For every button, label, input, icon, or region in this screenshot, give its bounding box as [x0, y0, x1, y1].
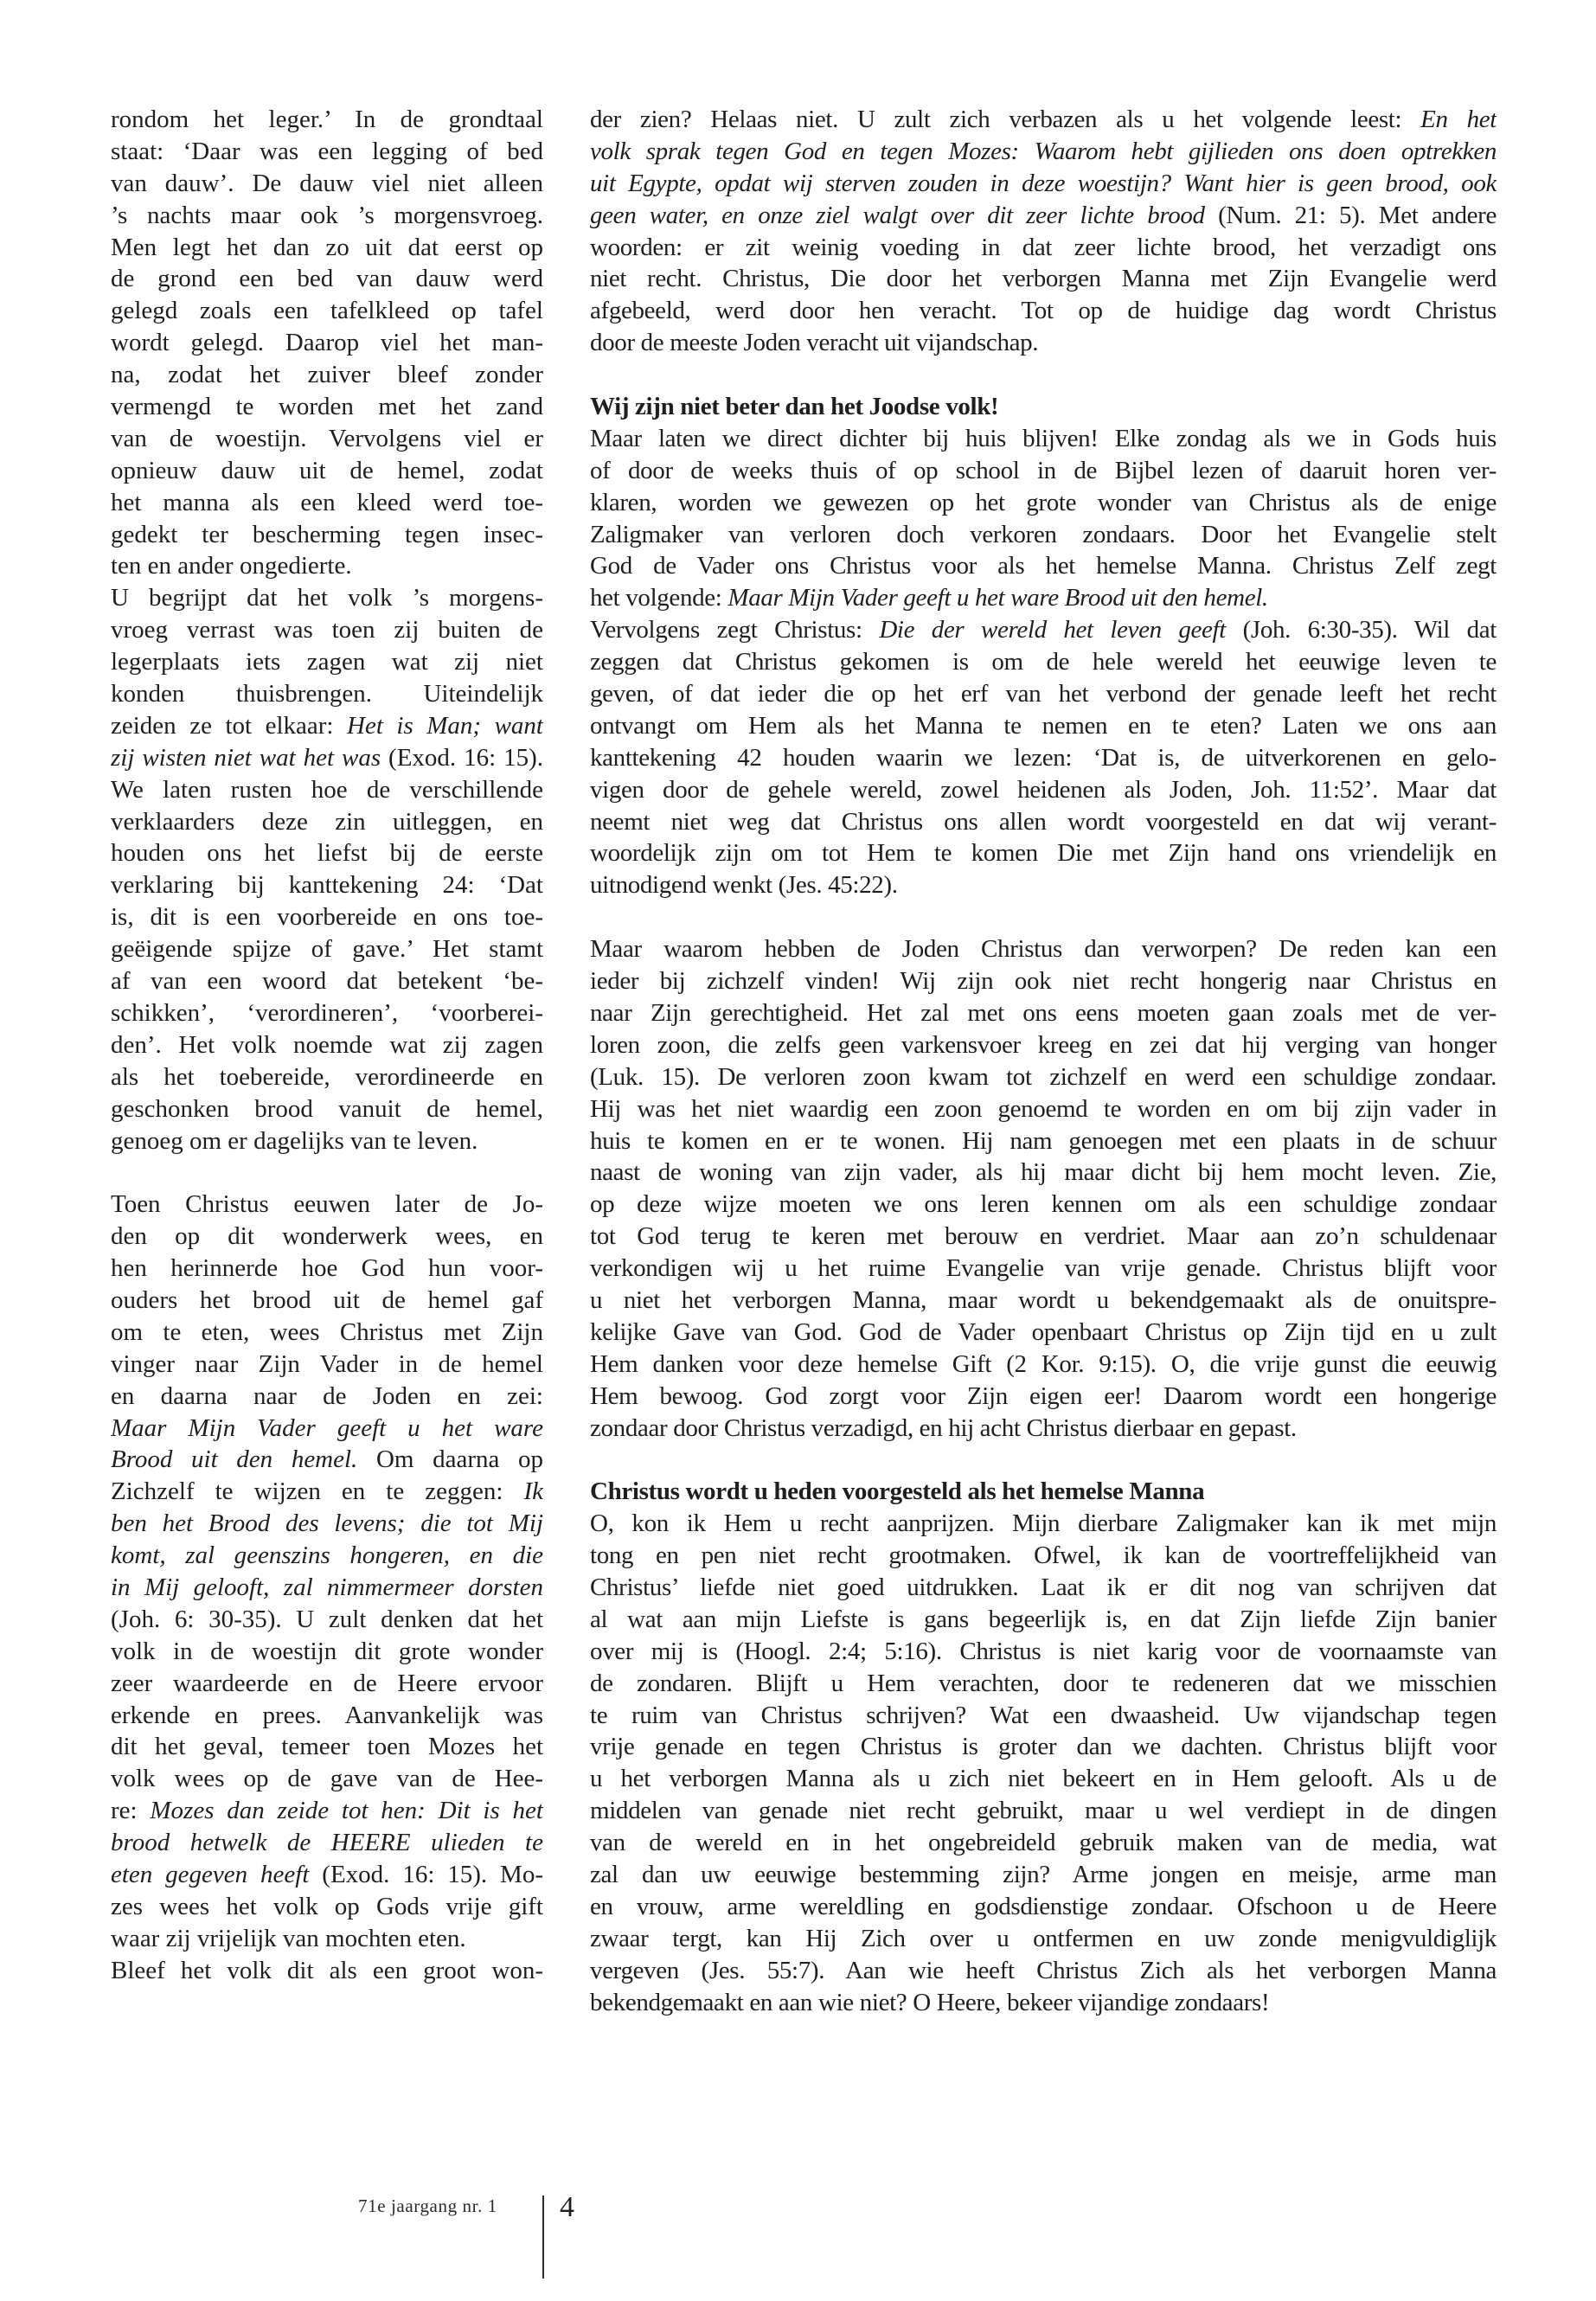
body-text: (Exod. 16: 15). — [381, 743, 543, 772]
body-text: bekendgemaakt en aan wie niet? O Heere, bekeer vijandige zondaars! — [590, 1988, 1270, 2016]
body-text: de zondaren. Blijft u Hem verachten, door te redeneren dat we misschien — [590, 1669, 1497, 1697]
text-line — [590, 1731, 1497, 1763]
body-text: houden ons het liefst bij de eerste — [111, 839, 543, 868]
text-line — [111, 1795, 543, 1827]
body-text: verklaring bij kanttekening 24: ‘Dat — [111, 871, 543, 900]
text-line — [590, 582, 1497, 614]
text-line — [111, 1763, 543, 1795]
body-text: ontvangt om Hem als het Manna te nemen en te eten? Laten we ons aan — [590, 711, 1497, 740]
scripture-quote: En het — [1420, 106, 1497, 133]
body-text: Maar laten we direct dichter bij huis blijven! Elke zondag als we in Gods huis — [590, 424, 1497, 452]
body-text: na, zodat het zuiver bleef zonder — [111, 361, 543, 389]
text-line — [590, 295, 1497, 327]
text-line — [111, 1668, 543, 1700]
body-text: huis te komen en er te wonen. Hij nam genoegen met een plaats in de schuur — [590, 1126, 1497, 1155]
body-text: en vrouw, arme wereldling en godsdienstige zondaar. Ofschoon u de Heere — [590, 1892, 1497, 1920]
body-text: rondom het leger.’ In de grondtaal — [111, 106, 543, 133]
body-text: uitnodigend wenkt (Jes. 45:22). — [590, 871, 898, 900]
scripture-quote: geen water, en onze ziel walgt over dit zeer lichte brood — [590, 201, 1205, 229]
text-line — [590, 1827, 1497, 1859]
scripture-quote: eten gegeven heeft — [111, 1860, 310, 1888]
body-text: klaren, worden we gewezen op het grote wonder van Christus als de enige — [590, 488, 1497, 516]
text-line — [111, 1189, 543, 1221]
text-line — [111, 901, 543, 933]
text-line — [111, 806, 543, 838]
text-line — [111, 1317, 543, 1349]
body-text: den op dit wonderwerk wees, en — [111, 1222, 543, 1251]
text-line — [590, 487, 1497, 519]
body-text: naast de woning van zijn vader, als hij maar dicht bij hem mocht leven. Zie, — [590, 1158, 1497, 1187]
body-text: het manna als een kleed werd toe- — [111, 488, 543, 516]
text-line — [111, 710, 543, 742]
body-text: (Exod. 16: 15). Mo- — [309, 1860, 543, 1888]
body-text: (Num. 21: 5). Met andere — [1204, 201, 1497, 229]
text-line — [111, 1891, 543, 1923]
body-text: zal dan uw eeuwige bestemming zijn? Arme jongen en meisje, arme man — [590, 1860, 1497, 1888]
text-line — [111, 455, 543, 487]
body-text: God de Vader ons Christus voor als het hemelse Manna. Christus Zelf zegt — [590, 552, 1497, 580]
body-text: dit het geval, temeer toen Mozes het — [111, 1733, 543, 1761]
body-text: volk wees op de gave van de Hee- — [111, 1765, 543, 1793]
body-text: zondaar door Christus verzadigd, en hij acht Christus dierbaar en gepast. — [590, 1413, 1297, 1442]
text-line — [111, 359, 543, 391]
text-line — [590, 136, 1497, 168]
text-line — [590, 1061, 1497, 1093]
body-text: O, kon ik Hem u recht aanprijzen. Mijn dierbare Zaligmaker kan ik met mijn — [590, 1509, 1497, 1538]
text-line — [111, 1125, 543, 1157]
body-text: naar Zijn gerechtigheid. Het zal met ons eens moeten gaan zoals met de ver- — [590, 998, 1497, 1027]
body-text: als het toebereide, verordineerde en — [111, 1062, 543, 1091]
body-text: Hij was het niet waardig een zoon genoemd te worden en om bij zijn vader in — [590, 1094, 1497, 1123]
scripture-quote: komt, zal geenszins hongeren, en die — [111, 1541, 543, 1570]
text-line — [111, 1029, 543, 1061]
body-text: ieder bij zichzelf vinden! Wij zijn ook niet recht hongerig naar Christus en — [590, 967, 1497, 996]
text-line — [111, 965, 543, 997]
text-line — [590, 1253, 1497, 1285]
body-text: ouders het brood uit de hemel gaf — [111, 1285, 543, 1314]
body-text: (Joh. 6:30-35). Wil dat — [1225, 616, 1497, 644]
body-text: vinger naar Zijn Vader in de hemel — [111, 1349, 543, 1378]
text-line — [590, 1923, 1497, 1955]
body-text: genoeg om er dagelijks van te leven. — [111, 1126, 478, 1155]
text-line — [111, 614, 543, 646]
body-text: vrije genade en tegen Christus is groter dan we dachten. Christus blijft voor — [590, 1733, 1497, 1761]
section-heading: Wij zijn niet beter dan het Joodse volk! — [590, 393, 999, 421]
body-text: verkondigen wij u het ruime Evangelie van vrije genade. Christus blijft voor — [590, 1254, 1497, 1283]
body-text: op deze wijze moeten we ons leren kennen om als een schuldige zondaar — [590, 1190, 1497, 1219]
body-text: geven, of dat ieder die op het erf van het verbond der genade leeft het recht — [590, 680, 1497, 708]
body-text: u niet het verborgen Manna, maar wordt u bekendgemaakt als de onuitspre- — [590, 1285, 1497, 1314]
text-line — [590, 837, 1497, 869]
body-text: zeiden ze tot elkaar: — [111, 711, 347, 740]
body-text: kanttekening 42 houden waarin we lezen: ‘Dat is, de uitverkorenen en gelo- — [590, 743, 1497, 772]
body-text: afgebeeld, werd door hen veracht. Tot op de huidige dag wordt Christus — [590, 297, 1497, 325]
body-text: de grond een bed van dauw werd — [111, 265, 543, 293]
scripture-quote: Mozes dan zeide tot hen: Dit is het — [150, 1797, 543, 1825]
text-line — [111, 327, 543, 359]
text-line — [111, 1540, 543, 1572]
text-line — [590, 1636, 1497, 1668]
text-line — [590, 1668, 1497, 1700]
body-text: waar zij vrijelijk van mochten eten. — [111, 1924, 466, 1952]
text-line — [590, 1508, 1497, 1540]
body-text: Maar waarom hebben de Joden Christus dan verworpen? De reden kan een — [590, 935, 1497, 964]
body-text: woorden: er zit weinig voeding in dat zeer lichte brood, het verzadigt ons — [590, 233, 1497, 261]
body-text: verklaarders deze zin uitleggen, en — [111, 807, 543, 836]
text-line — [111, 136, 543, 168]
text-line — [590, 550, 1497, 582]
text-line — [111, 1700, 543, 1732]
body-text: Vervolgens zegt Christus: — [590, 616, 880, 644]
text-line — [111, 168, 543, 200]
text-line — [111, 1572, 543, 1604]
text-line — [111, 487, 543, 519]
text-line — [590, 1700, 1497, 1732]
text-line — [111, 1253, 543, 1285]
text-line — [111, 295, 543, 327]
body-text: geëigende spijze of gave.’ Het stamt — [111, 935, 543, 964]
text-line — [111, 519, 543, 551]
text-line — [590, 710, 1497, 742]
body-text: tot God terug te keren met berouw en verdriet. Maar aan zo’n schuldenaar — [590, 1222, 1497, 1251]
body-text: over mij is (Hoogl. 2:4; 5:16). Christus is niet karig voor de voornaamste van — [590, 1637, 1497, 1665]
body-text: is, dit is een voorbereide en ons toe- — [111, 903, 543, 932]
text-line — [111, 1285, 543, 1317]
body-text: loren zoon, die zelfs geen varkensvoer kreeg en zei dat hij verging van honger — [590, 1030, 1497, 1059]
scripture-quote: brood hetwelk de HEERE ulieden te — [111, 1829, 543, 1857]
text-line — [590, 1189, 1497, 1221]
text-line — [590, 1093, 1497, 1125]
body-text: van dauw’. De dauw viel niet alleen — [111, 169, 543, 197]
text-line — [590, 1540, 1497, 1572]
body-text: gelegd zoals een tafelkleed op tafel — [111, 297, 543, 325]
text-line — [590, 1413, 1497, 1445]
scripture-quote: Maar Mijn Vader geeft u het ware — [111, 1413, 543, 1442]
text-line — [111, 742, 543, 774]
body-text: Hem danken voor deze hemelse Gift (2 Kor. 9:15). O, die vrije gunst die eeuwig — [590, 1349, 1497, 1378]
text-line — [590, 678, 1497, 710]
scripture-quote: Ik — [523, 1477, 543, 1506]
journal-issue-label: 71e jaargang nr. 1 — [358, 2195, 497, 2216]
text-line — [590, 1125, 1497, 1157]
text-line — [111, 1349, 543, 1381]
body-text: zwaar tergt, kan Hij Zich over u ontfermen en uw zonde menigvuldiglijk — [590, 1924, 1497, 1952]
body-text: Zichzelf te wijzen en te zeggen: — [111, 1477, 524, 1506]
text-line — [590, 614, 1497, 646]
text-line — [590, 774, 1497, 806]
body-text: gedekt ter bescherming tegen insec- — [111, 520, 543, 548]
text-line — [590, 1604, 1497, 1636]
right-column — [590, 104, 1497, 2018]
text-line — [111, 1731, 543, 1763]
body-text: vroeg verrast was toen zij buiten de — [111, 616, 543, 644]
body-text: hen herinnerde hoe God hun voor- — [111, 1254, 543, 1283]
body-text: geschonken brood vanuit de hemel, — [111, 1094, 543, 1123]
text-line — [111, 997, 543, 1029]
text-line — [111, 1476, 543, 1508]
scripture-quote: volk sprak tegen God en tegen Mozes: Waarom hebt gijlieden ons doen optrekken — [590, 137, 1497, 165]
body-text: der zien? Helaas niet. U zult zich verbazen als u het volgende leest: — [590, 106, 1421, 133]
text-line — [590, 200, 1497, 232]
body-text: schikken’, ‘verordineren’, ‘voorberei- — [111, 998, 543, 1027]
text-line — [111, 1604, 543, 1636]
scripture-quote: zij wisten niet wat het was — [111, 743, 381, 772]
text-line — [111, 646, 543, 678]
text-line — [111, 869, 543, 901]
text-line — [590, 519, 1497, 551]
paragraph-gap — [590, 901, 1497, 933]
body-text: re: — [111, 1797, 151, 1825]
text-line — [111, 1061, 543, 1093]
body-text: tong en pen niet recht grootmaken. Ofwel, ik kan de voortreffelijkheid van — [590, 1541, 1497, 1570]
text-line — [111, 1859, 543, 1891]
body-text: Zaligmaker van verloren doch verkoren zondaars. Door het Evangelie stelt — [590, 520, 1497, 548]
body-text: volk in de woestijn dit grote wonder — [111, 1637, 543, 1665]
body-text: Hem bewoog. God zorgt voor Zijn eigen eer! Daarom wordt een hongerige — [590, 1381, 1497, 1410]
text-line — [111, 550, 543, 582]
body-text: u het verborgen Manna als u zich niet bekeert en in Hem gelooft. Als u de — [590, 1765, 1497, 1793]
scripture-quote: Het is Man; want — [347, 711, 543, 740]
scripture-quote: Brood uit den hemel. — [111, 1445, 358, 1474]
scripture-quote: ben het Brood des levens; die tot Mij — [111, 1509, 543, 1538]
body-text: vermengd te worden met het zand — [111, 393, 543, 421]
text-line — [111, 200, 543, 232]
body-text: konden thuisbrengen. Uiteindelijk — [111, 680, 543, 708]
paragraph-gap — [590, 1444, 1497, 1476]
footer-divider — [542, 2195, 544, 2279]
text-line — [111, 232, 543, 264]
text-line — [590, 1572, 1497, 1604]
text-line — [590, 1763, 1497, 1795]
body-text: van de wereld en in het ongebreideld gebruik maken van de media, wat — [590, 1829, 1497, 1857]
body-text: We laten rusten hoe de verschillende — [111, 775, 543, 804]
text-line — [590, 1381, 1497, 1413]
body-text: opnieuw dauw uit de hemel, zodat — [111, 456, 543, 484]
scripture-quote: Maar Mijn Vader geeft u het ware Brood uit den hemel. — [727, 584, 1268, 612]
text-line — [111, 1093, 543, 1125]
body-text: kelijke Gave van God. God de Vader openbaart Christus op Zijn tijd en u zult — [590, 1317, 1497, 1346]
text-line — [111, 1955, 543, 1987]
text-line — [111, 1923, 543, 1955]
text-line — [590, 1795, 1497, 1827]
text-line — [111, 1221, 543, 1253]
text-line — [590, 1285, 1497, 1317]
body-text: Toen Christus eeuwen later de Jo- — [111, 1190, 543, 1219]
body-text: Christus’ liefde niet goed uitdrukken. Laat ik er dit nog van schrijven dat — [590, 1573, 1497, 1601]
body-text: den’. Het volk noemde wat zij zagen — [111, 1030, 543, 1059]
body-text: te ruim van Christus schrijven? Wat een dwaasheid. Uw vijandschap tegen — [590, 1701, 1497, 1729]
text-line — [111, 933, 543, 965]
body-text: legerplaats iets zagen wat zij niet — [111, 648, 543, 676]
body-text: al wat aan mijn Liefste is gans begeerlijk is, en dat Zijn liefde Zijn banier — [590, 1605, 1497, 1633]
body-text: af van een woord dat betekent ‘be- — [111, 967, 543, 996]
body-text: U begrijpt dat het volk ’s morgens- — [111, 584, 543, 612]
left-column — [111, 104, 543, 1987]
body-text: vigen door de gehele wereld, zowel heidenen als Joden, Joh. 11:52’. Maar dat — [590, 775, 1497, 804]
scripture-quote: in Mij gelooft, zal nimmermeer dorsten — [111, 1573, 543, 1601]
text-line — [111, 1508, 543, 1540]
text-line — [590, 869, 1497, 901]
text-line — [590, 104, 1497, 136]
body-text: (Joh. 6: 30-35). U zult denken dat het — [111, 1605, 543, 1633]
text-line — [111, 1636, 543, 1668]
body-text: om te eten, wees Christus met Zijn — [111, 1317, 543, 1346]
text-line — [590, 646, 1497, 678]
text-line — [590, 327, 1497, 359]
text-line — [590, 1891, 1497, 1923]
text-line — [590, 1029, 1497, 1061]
text-line — [111, 1827, 543, 1859]
body-text: wordt gelegd. Daarop viel het man- — [111, 329, 543, 357]
text-line — [590, 1987, 1497, 2019]
text-line — [590, 455, 1497, 487]
text-line — [111, 104, 543, 136]
text-line — [111, 678, 543, 710]
section-heading: Christus wordt u heden voorgesteld als het hemelse Manna — [590, 1477, 1205, 1506]
body-text: en daarna naar de Joden en zei: — [111, 1381, 543, 1410]
body-text: zeggen dat Christus gekomen is om de hele wereld het eeuwige leven te — [590, 648, 1497, 676]
paragraph-gap — [590, 359, 1497, 391]
text-line — [590, 1349, 1497, 1381]
text-line — [590, 263, 1497, 295]
body-text: zeer waardeerde en de Heere ervoor — [111, 1669, 543, 1697]
body-text: of door de weeks thuis of op school in de Bijbel lezen of daaruit horen ver- — [590, 456, 1497, 484]
text-line — [590, 1221, 1497, 1253]
text-line — [590, 742, 1497, 774]
text-line — [111, 1444, 543, 1476]
text-line — [590, 423, 1497, 455]
paragraph-gap — [111, 1157, 543, 1189]
body-text: staat: ‘Daar was een legging of bed — [111, 137, 543, 165]
scripture-quote: Die der wereld het leven geeft — [879, 616, 1226, 644]
text-line — [590, 965, 1497, 997]
scripture-quote: uit Egypte, opdat wij sterven zouden in deze woestijn? Want hier is geen brood, ook — [590, 169, 1497, 197]
text-line — [590, 232, 1497, 264]
body-text: Om daarna op — [357, 1445, 543, 1474]
text-line — [590, 168, 1497, 200]
body-text: vergeven (Jes. 55:7). Aan wie heeft Christus Zich als het verborgen Manna — [590, 1956, 1497, 1984]
text-line — [590, 1955, 1497, 1987]
text-line — [111, 1381, 543, 1413]
body-text: door de meeste Joden veracht uit vijandschap. — [590, 329, 1039, 357]
body-text: Men legt het dan zo uit dat eerst op — [111, 233, 543, 261]
body-text: neemt niet weg dat Christus ons allen wordt voorgesteld en dat wij verant- — [590, 807, 1497, 836]
body-text: Bleef het volk dit als een groot won- — [111, 1956, 543, 1984]
body-text: woordelijk zijn om tot Hem te komen Die met Zijn hand ons vriendelijk en — [590, 839, 1497, 868]
body-text: niet recht. Christus, Die door het verborgen Manna met Zijn Evangelie werd — [590, 265, 1497, 293]
page-number: 4 — [560, 2191, 574, 2223]
body-text: ’s nachts maar ook ’s morgensvroeg. — [111, 201, 543, 229]
text-line — [111, 774, 543, 806]
text-line — [111, 1413, 543, 1445]
body-text: middelen van genade niet recht gebruikt, maar u wel verdiept in de dingen — [590, 1797, 1497, 1825]
text-line — [590, 1157, 1497, 1189]
body-text: het volgende: — [590, 584, 728, 612]
body-text: zes wees het volk op Gods vrije gift — [111, 1892, 543, 1920]
body-text: (Luk. 15). De verloren zoon kwam tot zichzelf en werd een schuldige zondaar. — [590, 1062, 1497, 1091]
text-line — [111, 582, 543, 614]
text-line — [590, 1317, 1497, 1349]
text-line — [111, 263, 543, 295]
text-line — [590, 1859, 1497, 1891]
body-text: erkende en prees. Aanvankelijk was — [111, 1701, 543, 1729]
body-text: van de woestijn. Vervolgens viel er — [111, 424, 543, 452]
text-line — [590, 933, 1497, 965]
text-line — [111, 391, 543, 423]
text-line — [111, 423, 543, 455]
body-text: ten en ander ongedierte. — [111, 552, 352, 580]
text-line — [111, 837, 543, 869]
text-line — [590, 806, 1497, 838]
text-line — [590, 997, 1497, 1029]
